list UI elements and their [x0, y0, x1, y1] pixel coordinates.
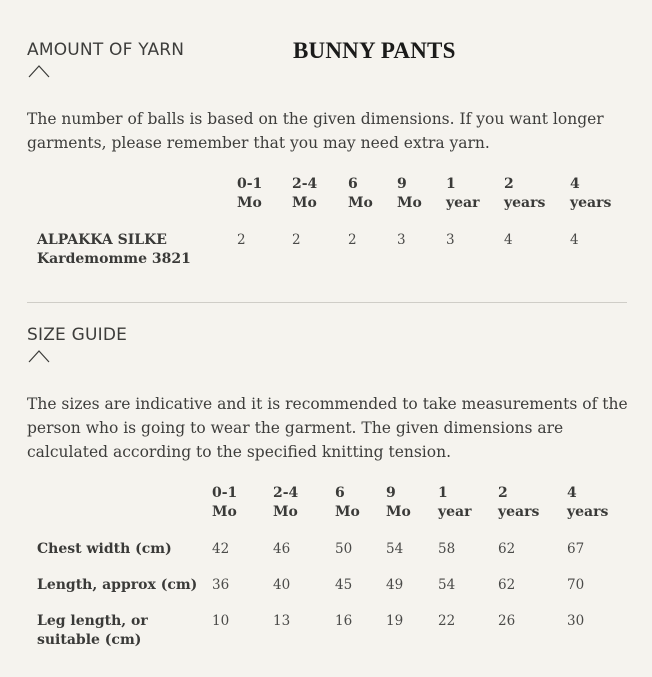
size-col-header: 2-4 Mo [273, 485, 299, 520]
yarn-cell: 2 [348, 232, 357, 248]
size-row-label: Length, approx (cm) [37, 577, 198, 593]
size-cell: 22 [438, 613, 456, 629]
size-col-header: 0-1 Mo [212, 485, 238, 520]
yarn-col-header: 9 Mo [397, 176, 422, 211]
size-cell: 62 [498, 577, 516, 593]
size-cell: 36 [212, 577, 230, 593]
size-guide-heading[interactable]: SIZE GUIDE [27, 325, 128, 345]
size-cell: 58 [438, 541, 456, 557]
size-row-label: Leg length, or suitable (cm) [37, 613, 148, 648]
size-cell: 70 [567, 577, 585, 593]
size-cell: 54 [438, 577, 456, 593]
chevron-up-icon[interactable] [28, 64, 50, 78]
size-cell: 50 [335, 541, 353, 557]
yarn-cell: 2 [292, 232, 301, 248]
size-cell: 49 [386, 577, 404, 593]
yarn-cell: 3 [446, 232, 455, 248]
yarn-col-header: 2-4 Mo [292, 176, 318, 211]
yarn-cell: 4 [504, 232, 513, 248]
size-cell: 62 [498, 541, 516, 557]
size-description: The sizes are indicative and it is recommended to take measurements of the person who is going to wear the garment. The given dimensions are calculated according to the specified knitting tension. [27, 395, 628, 461]
size-cell: 45 [335, 577, 353, 593]
yarn-col-header: 1 year [446, 176, 480, 211]
yarn-cell: 3 [397, 232, 406, 248]
size-cell: 16 [335, 613, 353, 629]
yarn-col-header: 6 Mo [348, 176, 373, 211]
amount-of-yarn-heading[interactable]: AMOUNT OF YARN [27, 40, 185, 60]
size-cell: 13 [273, 613, 291, 629]
yarn-col-header: 0-1 Mo [237, 176, 263, 211]
size-col-header: 9 Mo [386, 485, 411, 520]
yarn-description: The number of balls is based on the given dimensions. If you want longer garments, please remember that you may need extra yarn. [27, 110, 604, 152]
size-cell: 26 [498, 613, 516, 629]
pattern-title: BUNNY PANTS [293, 38, 456, 63]
size-cell: 67 [567, 541, 585, 557]
yarn-cell: 2 [237, 232, 246, 248]
size-cell: 46 [273, 541, 291, 557]
yarn-product-label: ALPAKKA SILKE Kardemomme 3821 [37, 232, 191, 267]
size-row-label: Chest width (cm) [37, 541, 172, 557]
yarn-cell: 4 [570, 232, 579, 248]
size-col-header: 1 year [438, 485, 472, 520]
size-cell: 40 [273, 577, 291, 593]
size-col-header: 6 Mo [335, 485, 360, 520]
size-col-header: 4 years [567, 485, 609, 520]
section-divider [27, 302, 627, 303]
size-cell: 30 [567, 613, 585, 629]
size-col-header: 2 years [498, 485, 540, 520]
yarn-col-header: 4 years [570, 176, 612, 211]
size-cell: 19 [386, 613, 404, 629]
size-cell: 42 [212, 541, 230, 557]
yarn-col-header: 2 years [504, 176, 546, 211]
size-cell: 10 [212, 613, 230, 629]
size-cell: 54 [386, 541, 404, 557]
chevron-up-icon[interactable] [28, 349, 50, 363]
